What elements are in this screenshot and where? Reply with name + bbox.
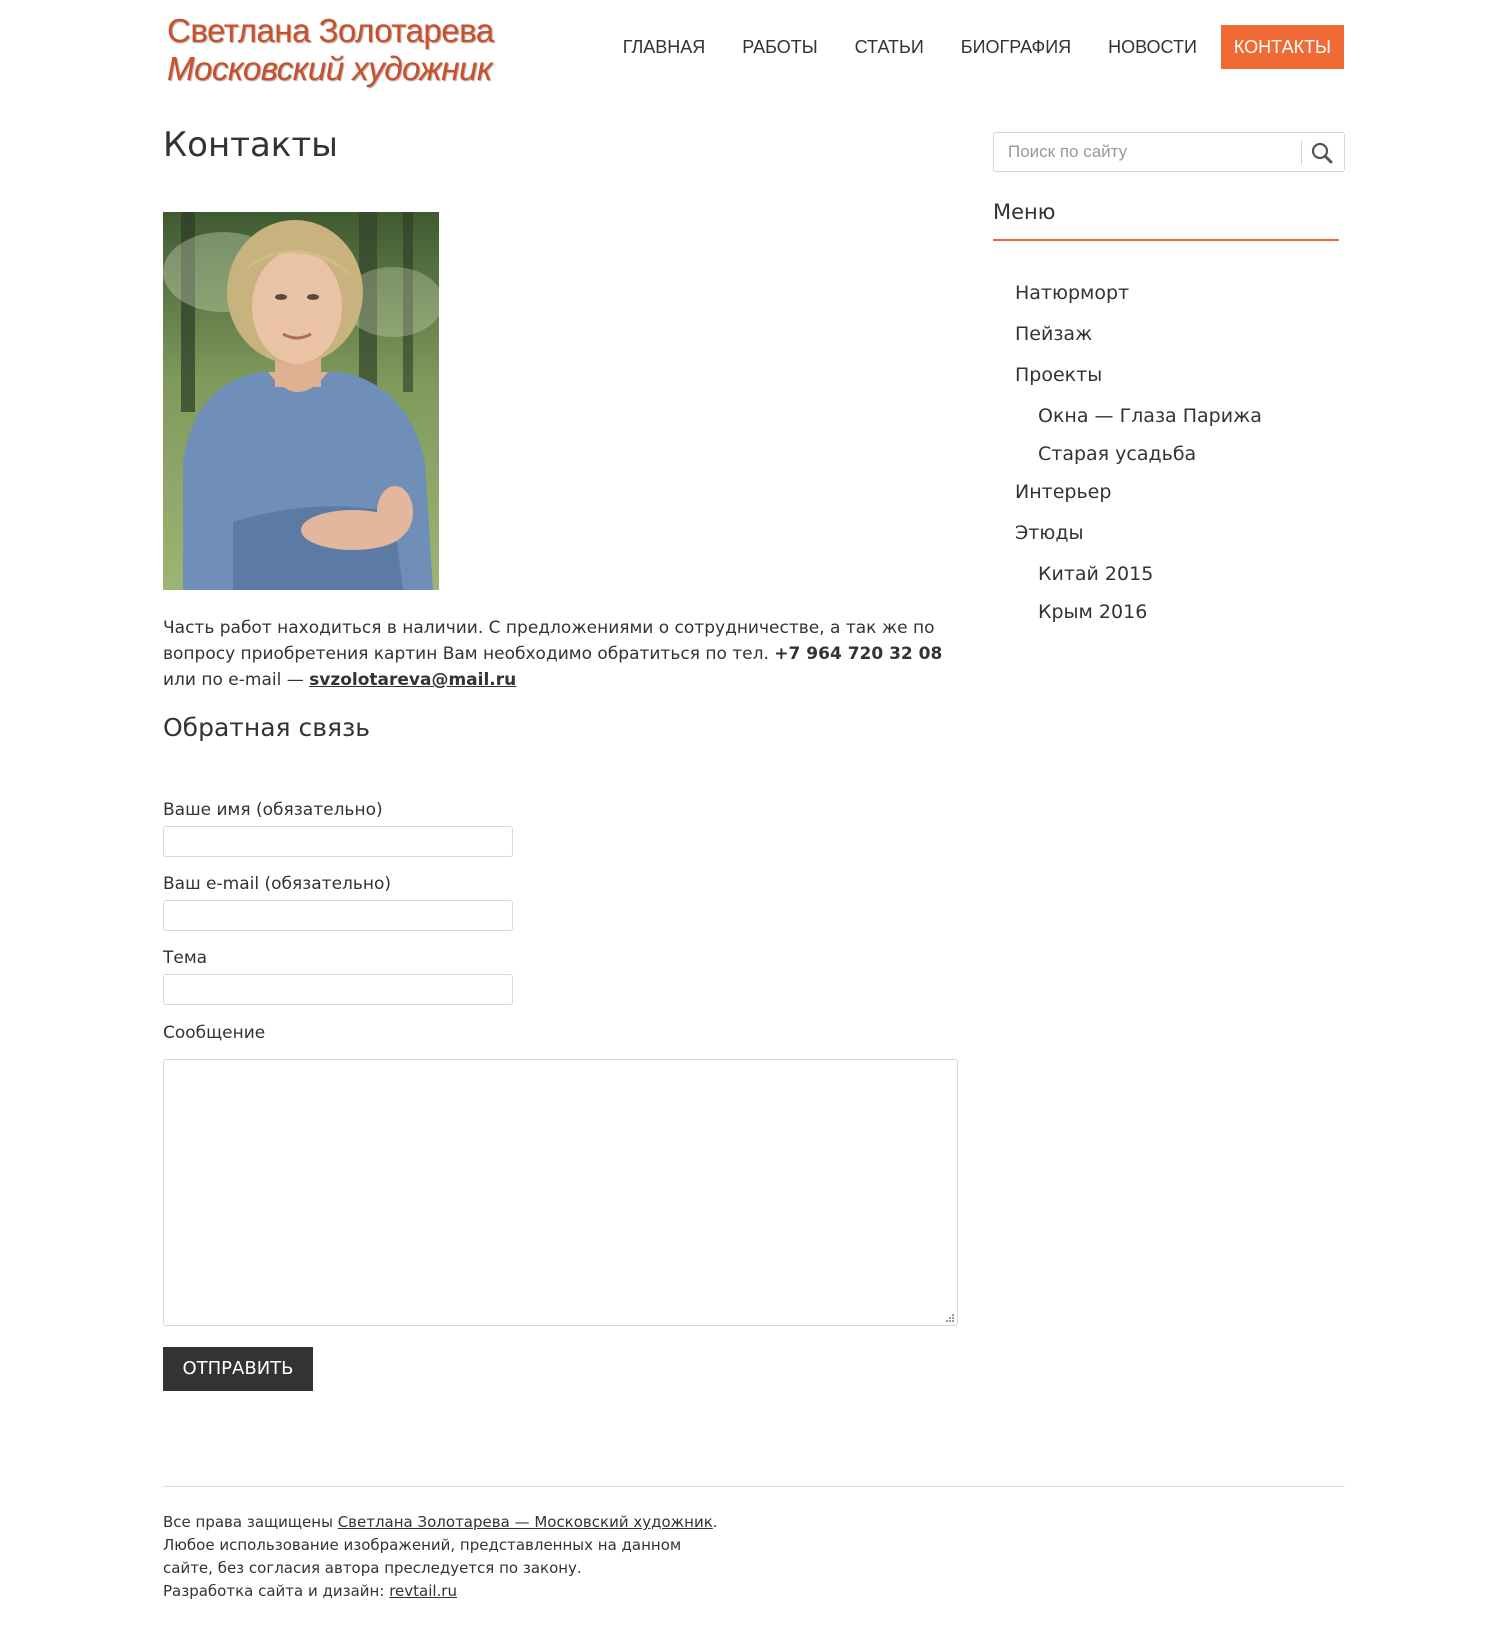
- footer-rights-suffix: .: [712, 1513, 718, 1531]
- nav-item-biography[interactable]: БИОГРАФИЯ: [960, 37, 1072, 57]
- sidebar-item-landscape[interactable]: Пейзаж: [1015, 323, 1093, 345]
- sidebar-item-projects[interactable]: Проекты: [1015, 364, 1103, 386]
- site-search: [993, 132, 1345, 172]
- nav-item-news[interactable]: НОВОСТИ: [1108, 37, 1197, 57]
- sidebar-item-china-2015[interactable]: Китай 2015: [1038, 563, 1154, 585]
- footer-rights-prefix: Все права защищены: [163, 1513, 338, 1531]
- nav-item-works[interactable]: РАБОТЫ: [742, 37, 818, 57]
- footer-dev-link[interactable]: revtail.ru: [389, 1582, 457, 1600]
- artist-photo: [163, 212, 439, 590]
- sidebar-item-crimea-2016[interactable]: Крым 2016: [1038, 601, 1148, 623]
- sidebar-item-sketches[interactable]: Этюды: [1015, 522, 1084, 544]
- site-footer: [163, 1511, 723, 1603]
- logo-line-2: Московский художник: [167, 50, 492, 87]
- email-link[interactable]: svzolotareva@mail.ru: [309, 670, 517, 690]
- search-input[interactable]: [994, 133, 1299, 171]
- intro-text-2: или по e-mail —: [163, 670, 310, 690]
- subject-field[interactable]: [163, 974, 513, 1005]
- contact-intro: [163, 615, 978, 693]
- message-label: Сообщение: [163, 1023, 266, 1043]
- site-logo[interactable]: [163, 10, 493, 90]
- intro-text: Часть работ находиться в наличии. С предложениями о сотрудничестве, а так же по вопросу приобретения картин Вам необходимо обратиться по тел.: [163, 618, 935, 664]
- sidebar-item-paris-windows[interactable]: Окна — Глаза Парижа: [1038, 405, 1262, 427]
- footer-site-link[interactable]: Светлана Золотарева — Московский художник: [337, 1513, 713, 1531]
- logo-line-1: Светлана Золотарева: [167, 12, 494, 49]
- submit-button[interactable]: ОТПРАВИТЬ: [163, 1347, 313, 1391]
- name-label: Ваше имя (обязательно): [163, 800, 383, 820]
- nav-item-articles[interactable]: СТАТЬИ: [854, 37, 924, 57]
- footer-copyright: [163, 1511, 723, 1534]
- message-field[interactable]: [163, 1059, 958, 1326]
- sidebar-menu-title: Меню: [993, 200, 1056, 224]
- phone-number: +7 964 720 32 08: [774, 644, 943, 664]
- search-icon[interactable]: [1306, 139, 1338, 167]
- email-label: Ваш e-mail (обязательно): [163, 874, 392, 894]
- main-nav: [599, 25, 1344, 69]
- resize-grip-icon[interactable]: [943, 1311, 955, 1323]
- search-divider: [1301, 141, 1302, 165]
- name-field[interactable]: [163, 826, 513, 857]
- nav-item-contacts[interactable]: КОНТАКТЫ: [1221, 25, 1344, 69]
- footer-divider: [163, 1486, 1345, 1487]
- footer-notice: Любое использование изображений, представленных на данном сайте, без согласия автора преследуется по закону.: [163, 1536, 682, 1577]
- subject-label: Тема: [163, 948, 208, 968]
- footer-dev-prefix: Разработка сайта и дизайн:: [163, 1582, 390, 1600]
- email-field[interactable]: [163, 900, 513, 931]
- footer-developer: [163, 1580, 723, 1603]
- menu-title-underline: [993, 239, 1339, 241]
- sidebar-item-old-estate[interactable]: Старая усадьба: [1038, 443, 1197, 465]
- feedback-title: Обратная связь: [163, 713, 371, 742]
- page-title: Контакты: [163, 125, 338, 165]
- sidebar-item-still-life[interactable]: Натюрморт: [1015, 282, 1130, 304]
- sidebar-item-interior[interactable]: Интерьер: [1015, 481, 1112, 503]
- sidebar-menu: [1015, 278, 1262, 635]
- nav-item-home[interactable]: ГЛАВНАЯ: [622, 37, 706, 57]
